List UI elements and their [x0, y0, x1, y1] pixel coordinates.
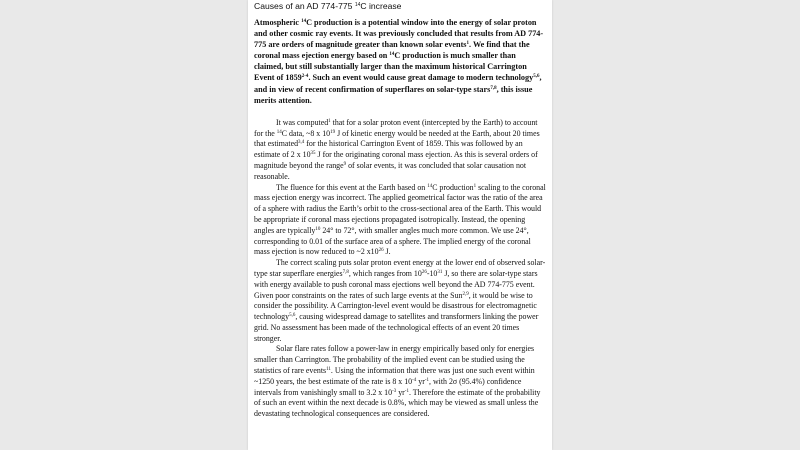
- citation-ref: 3,4: [298, 140, 305, 146]
- abstract-text: , this issue merits attention.: [254, 84, 533, 105]
- body-text: scaling to the coronal mass ejection energy was incorrect. The applied geometrical factor was the ratio of the area of a sphere with radius the Earth’s orbit to the cross-sectional area of the Earth. This would be appropriate if coronal mass ejections propagated isotropically. Instead, the opening angles are typically: [254, 182, 546, 235]
- exponent: 19: [330, 129, 336, 135]
- exponent: -1: [424, 377, 429, 383]
- body-text: It was computed: [276, 117, 329, 127]
- exponent: 35: [310, 151, 316, 157]
- citation-ref: 11: [326, 367, 331, 373]
- citation-ref: 1: [466, 41, 469, 47]
- body-text: . Using the information that there was just one such event within ~1250 years, the best estimate of the rate is 8 x 10: [254, 366, 535, 386]
- citation-ref: 10: [315, 226, 321, 232]
- body-text: C production: [432, 182, 474, 192]
- abstract-text: . We find that the coronal mass ejection energy based on: [254, 40, 530, 61]
- body-text: that for a solar proton event (intercepted by the Earth) to account for the: [254, 117, 538, 138]
- exponent: -4: [412, 377, 417, 383]
- document-page: [248, 0, 552, 450]
- title-text: Causes of an AD 774-775: [254, 1, 355, 11]
- abstract-text: , and in view of recent confirmation of superflares on solar-type stars: [254, 73, 542, 94]
- citation-ref: 5,6: [533, 74, 540, 80]
- body-text: J, so there are solar-type stars with energy available to push coronal mass ejections well beyond the AD 774-775 event. Given poor constraints on the rates of such large events at the Sun: [254, 268, 538, 300]
- citation-ref: 7,8: [342, 269, 349, 275]
- title-text-end: C increase: [360, 1, 402, 11]
- isotope-superscript: 14: [301, 19, 307, 24]
- abstract: [254, 17, 547, 106]
- document-content: [248, 0, 552, 420]
- body-text: Solar flare rates follow a power-law in energy empirically based only for energies smaller than Carrington. The probability of the implied event can be studied using the statistics of rare events: [254, 344, 535, 376]
- body-text: The correct scaling puts solar proton event energy at the lower end of observed solar-type star superflare energies: [254, 258, 546, 278]
- isotope-superscript: 14: [389, 52, 395, 58]
- citation-ref: 9: [343, 161, 347, 167]
- body-text: of solar events, it was concluded that solar causation not reasonable.: [254, 160, 527, 181]
- citation-ref: 5,6: [289, 313, 296, 319]
- isotope-superscript: 14: [276, 129, 282, 135]
- paragraph-4: [254, 344, 547, 420]
- isotope-superscript: 14: [427, 183, 433, 189]
- body-text: , it would be wise to consider the possibility. A Carrington-level event would be disastrous for electromagnetic technology: [254, 290, 537, 322]
- exponent: -3: [392, 388, 397, 394]
- paragraph-3: [254, 258, 547, 344]
- body-text: , causing widespread damage to satellites and transformers linking the power grid. No assessment has been made of the technological effects of an event 20 times stronger.: [254, 312, 539, 343]
- citation-ref: 1: [473, 183, 477, 189]
- body-text: J.: [383, 247, 391, 257]
- title-superscript: 14: [354, 2, 361, 8]
- body-text: for the historical Carrington Event of 1859. This was followed by an estimate of 2 x 10: [254, 139, 523, 160]
- exponent: 26: [378, 248, 384, 254]
- body-text: 24° to 72°, with smaller angles much more common. We use 24°, corresponding to 0.01 of the surface area of a sphere. The implied energy of the coronal mass ejection is now reduced to ~2 x10: [254, 225, 531, 257]
- abstract-text: C production is a potential window into the energy of solar proton and other cosmic ray events. It was previously concluded that results from AD 774-775 are orders of magnitude greater than known solar events: [254, 18, 544, 50]
- body-text: J of kinetic energy would be needed at the Earth, about 20 times that estimated: [254, 128, 540, 149]
- abstract-text: . Such an event would cause great damage to modern technology: [308, 73, 534, 83]
- body-text: , which ranges from 10: [348, 268, 422, 278]
- body-text: -10: [426, 268, 438, 278]
- exponent: 31: [437, 269, 443, 275]
- body-text: C data, ~8 x 10: [281, 128, 331, 138]
- body-text: The fluence for this event at the Earth based on: [276, 182, 428, 192]
- citation-ref: 1: [328, 118, 331, 124]
- body-text: , with 2σ (95.4%) confidence intervals from vanishingly small to 3.2 x 10: [254, 376, 522, 397]
- body-text: yr: [416, 376, 425, 386]
- body-text: . Therefore the estimate of the probability of such an event within the next decade is 0.8%, which may be viewed as small unless the devastating technological consequences are considered.: [254, 387, 541, 419]
- paper-title: [254, 1, 547, 12]
- paragraph-1: [254, 118, 547, 183]
- citation-ref: 2,9: [462, 291, 469, 297]
- abstract-text: Atmospheric: [254, 18, 302, 27]
- paragraph-2: [254, 183, 547, 259]
- citation-ref: 7,8: [490, 85, 497, 91]
- citation-ref: 2-4: [301, 74, 309, 80]
- body-text: yr: [396, 387, 405, 397]
- exponent: 26: [421, 269, 427, 275]
- abstract-text: C production is much smaller than claimed, but still substantially larger than the maximum historical Carrington Event of 1859: [254, 51, 527, 83]
- body-text: J for the originating coronal mass ejection. As this is several orders of magnitude beyond the range: [254, 150, 538, 170]
- exponent: -1: [404, 388, 409, 394]
